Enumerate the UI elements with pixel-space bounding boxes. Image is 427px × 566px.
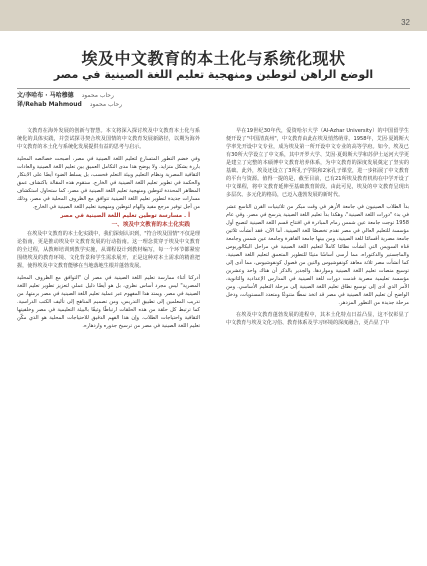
title-divider xyxy=(17,88,410,89)
section-heading-chinese: 一、埃及中文教育的本土化实践 xyxy=(111,222,190,228)
right-column xyxy=(226,127,409,547)
author-byline xyxy=(17,92,114,100)
article-title-chinese: 埃及中文教育的本土化与系统化现状 xyxy=(81,49,346,68)
translator-byline xyxy=(17,101,122,109)
author-name-arabic: رحاب محمود xyxy=(81,92,114,99)
left-column xyxy=(17,127,200,547)
left-para-zh-1: 文教育在海外发展的创新与智慧。本文将深入探讨埃及中文教育本土化与系统化的具体实践，并尝试探寻契合埃及国情的中文教育发展新路径，以期为海外中文教育的本土化与系统化发展提供有益的思考与启示。 xyxy=(17,128,200,150)
translator-name: 译/Rehab Mahmoud xyxy=(17,101,82,108)
right-para-ar-1: بدأ الطلاب الصينيون في جامعة الأزهر في وقت مبكر من ثلاثينيات القرن التاسع عشر في بدء "دورات اللغة الصينية"، وهكذا بدأ تعليم اللغة الصينية يترسخ في مصر. وفي عام 1958 توجت جامعة عين شمس زمام المبادرة في افتتاح قسم اللغة الصينية لتصبح أول مؤسسة للتعليم العالي في مصر تقدم تخصصًا للغة الصينية. أما الآن، فقد أنشأت ثلاثين جامعة مصرية أقسامًا للغة الصينية، ومن بينها جامعة القاهرة وجامعة عين شمس وجامعة قناة السويس التي أنشأت نظامًا كاملاً لتعليم اللغة الصينية في مراحل البكالوريوس والماجستير والدكتوراه، مما أرسى أساسًا متينًا للتطوير المتعمق لتعليم اللغة الصينية. كما أنشأت مصر ثلاثة معاهد كونفوشيوس والتين من فصول كونفوشيوس، مما أدى إلى توسيع منصات تعليم اللغة الصينية ومواردها. والجدير بالذكر أن هناك واحد وعشرين مؤسسة تعليمية مصرية قدمت دورات للغة الصينية في المدارس الإعدادية والثانوية، الأمر الذي أدى إلى توسيع نطاق تعليم اللغة الصينية إلى مرحلة التعليم الأساسي. ومن الواضح أن تعليم اللغة الصينية في مصر قد اتخذ نمطًا متنوعًا ومتعدد المستويات، ودخل مرحلة جديدة من التطور المزدهر. xyxy=(226,204,409,306)
right-para-zh-2: 在埃及中文教育蓬勃发展的进程中，其本土化特点日益凸显，这不仅彰显了中文教育与埃及文化习俗、教育体系及学习环境的深度融合，更凸显了中 xyxy=(226,312,409,326)
author-name: 文/李哈布 · 马哈穆德 xyxy=(17,92,74,99)
right-para-zh-1: 早在19世纪30年代，爱资哈尔大学（Al-Azhar University）的中国留学生便开设了"中国清真州"，中文教育由此在埃及悄然萌芽。1958年，艾因·夏姆斯大学率先开设中文专业，成为埃及第一所开设中文专业的高等学府。如今，埃及已有30所大学设立了中文系，其中开罗大学、艾因·夏姆斯大学和苏伊士运河大学更是建立了完整的本硕博中文教育培养体系，为中文教育的深度发展奠定了坚实的基础。此外，埃及还设立了3所孔子学院和2家孔子课堂，进一步拓展了中文教育的平台与资源。值得一提的是，截至目前，已有21所埃及教育机构在中学开设了中文课程，将中文教育延伸至基础教育阶段。由此可见，埃及的中文教育呈现出多层次、多元化的格局，已迈入蓬勃发展的新时代。 xyxy=(226,128,409,198)
left-para-zh-2: 在埃及中文教育的本土化实践中，我们深刻认识到，"符合埃及国情"不仅是理论指南，更是推动埃及中文教育发展的行动指南。这一理念贯穿于埃及中文教育的全过程，从教师培训到教学实施，从课程设计到教材编写，每一个环节都紧密围绕埃及的教育环境、文化背景和学生需求展开，正是这种对本土需求的精准把握，使得埃及中文教育能够在当地落地生根并蓬勃发展。 xyxy=(17,231,200,269)
page-number: 32 xyxy=(401,18,410,27)
article-title-arabic: الوضع الراهن لتوطين ومنهجية تعليم اللغة الصينية في مصر xyxy=(53,68,374,81)
left-para-ar-2: أدركنا أثناء ممارسة تعليم اللغة الصينية في مصر أن "التوافق مع الظروف المحلية المصرية" ليس مجرد أساس نظري، بل هو أيضًا دليل عملي لتعزيز تطوير تعليم اللغة الصينية في مصر. ويمتد هذا المفهوم عبر عملية تعليم اللغة الصينية في مصر برمتها، من تدريب المعلمين إلى تطبيق التدريس، ومن تصميم المناهج إلى تأليف الكتب الدراسية. كما ترتبط كل حلقة من هذه الحلقات ارتباطًا وثيقًا بالبيئة التعليمية في مصر وخلفيتها الثقافية واحتياجات الطلاب. وإن هذا الفهم الدقيق للاحتياجات المحلية هو الذي مكّن تعليم اللغة الصينية في مصر من ترسيخ جذوره وازدهاره. xyxy=(17,275,200,329)
left-para-ar-1: وفي خضم التطور المتسارع لتعليم اللغة الصينية في مصر، أصبحت خصائصه المحلية بارزة بشكل متزايد. ولا يوضح هذا مدى التكامل العميق بين تعليم اللغة الصينية والعادات الثقافية المصرية ونظام التعليم وبيئة التعلم فحسب، بل يسلط الضوء أيضًا على الابتكار والحكمة في تطوير تعليم اللغة الصينية في الخارج. ستقوم هذه المقالة باكتشاف عمق المظاهر المحددة لتوطين ومنهجية تعليم اللغة الصينية في مصر، كما ستحاول استكشاف مسارات جديدة لتطوير تعليم اللغة الصينية تتوافق مع الظروف المحلية في مصر، وذلك من أجل توفير مرجع مفيد والهام لتوطين ومنهجية تعليم اللغة الصينية في الخارج. xyxy=(17,156,200,210)
section-heading-arabic: أ . مسارسة توطين تعليم اللغة الصينية في مصر xyxy=(60,213,190,219)
header-band xyxy=(0,0,427,31)
translator-name-arabic: رحاب محمود xyxy=(89,101,123,108)
